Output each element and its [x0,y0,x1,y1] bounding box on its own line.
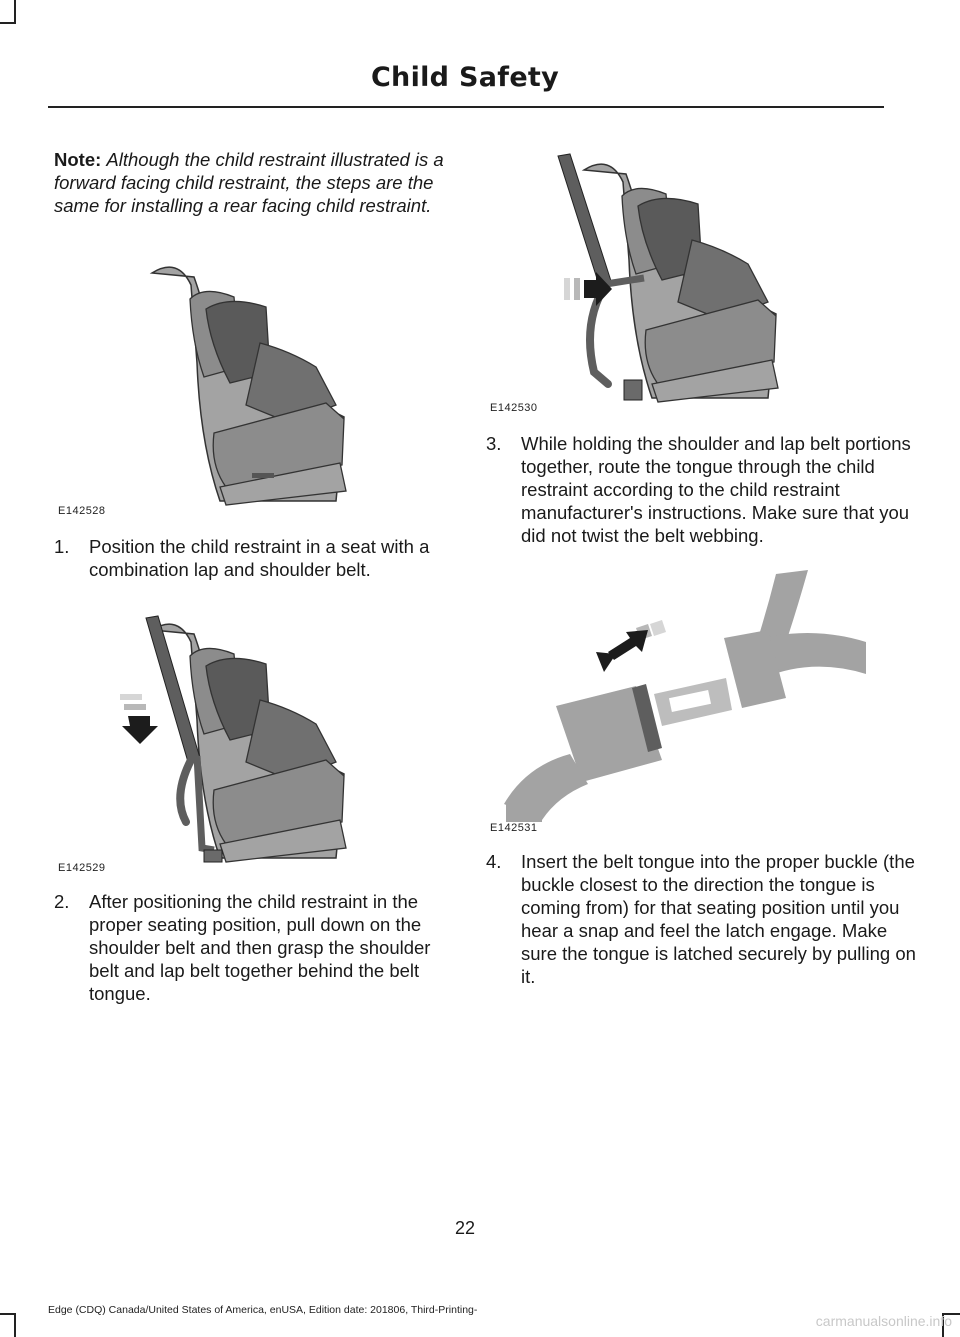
seat-illustration [54,255,454,520]
crop-mark [0,1313,16,1315]
figure-pull-shoulder-belt [54,612,454,877]
figure-child-restraint-seat [54,255,454,520]
figure-code: E142530 [490,402,538,414]
step-number: 1. [54,536,70,557]
step-number: 2. [54,891,70,912]
crop-mark [14,1313,16,1337]
crop-mark [14,0,16,24]
step-3 [486,432,921,547]
step-number: 4. [486,851,502,872]
route-tongue-illustration [486,152,886,417]
figure-code: E142528 [58,505,106,517]
step-text: Insert the belt tongue into the proper buckle (the buckle closest to the direction the tongue is coming from) for that seating position until you hear a snap and feel the latch engage. Make sure the tongue is latched securely by pulling on it. [521,851,916,987]
note-paragraph [54,148,454,217]
figure-code: E142531 [490,822,538,834]
page-number: 22 [454,1218,476,1238]
step-text: Position the child restraint in a seat with a combination lap and shoulder belt. [89,536,430,580]
crop-mark [0,22,16,24]
step-1 [54,535,459,581]
watermark: carmanualsonline.info [815,1313,952,1329]
step-text: While holding the shoulder and lap belt portions together, route the tongue through the child restraint according to the child restraint manufacturer's instructions. Make sure that you did not twist the belt webbing. [521,433,911,546]
step-number: 3. [486,433,502,454]
step-text: After positioning the child restraint in the proper seating position, pull down on the shoulder belt and then grasp the shoulder belt and lap belt together behind the belt tongue. [89,891,431,1004]
figure-route-tongue [486,152,886,417]
seat-belt-illustration [54,612,454,877]
step-2 [54,890,459,1005]
footer-edition: Edge (CDQ) Canada/United States of America, enUSA, Edition date: 201806, Third-Printing- [48,1304,478,1316]
buckle-illustration [486,570,886,835]
figure-insert-buckle [486,570,886,835]
note-text: Although the child restraint illustrated is a forward facing child restraint, the steps are the same for installing a rear facing child restraint. [54,149,444,216]
step-4 [486,850,921,988]
note-label: Note: [54,149,102,170]
figure-code: E142529 [58,862,106,874]
page-title: Child Safety [370,62,560,93]
header-divider [48,106,884,108]
